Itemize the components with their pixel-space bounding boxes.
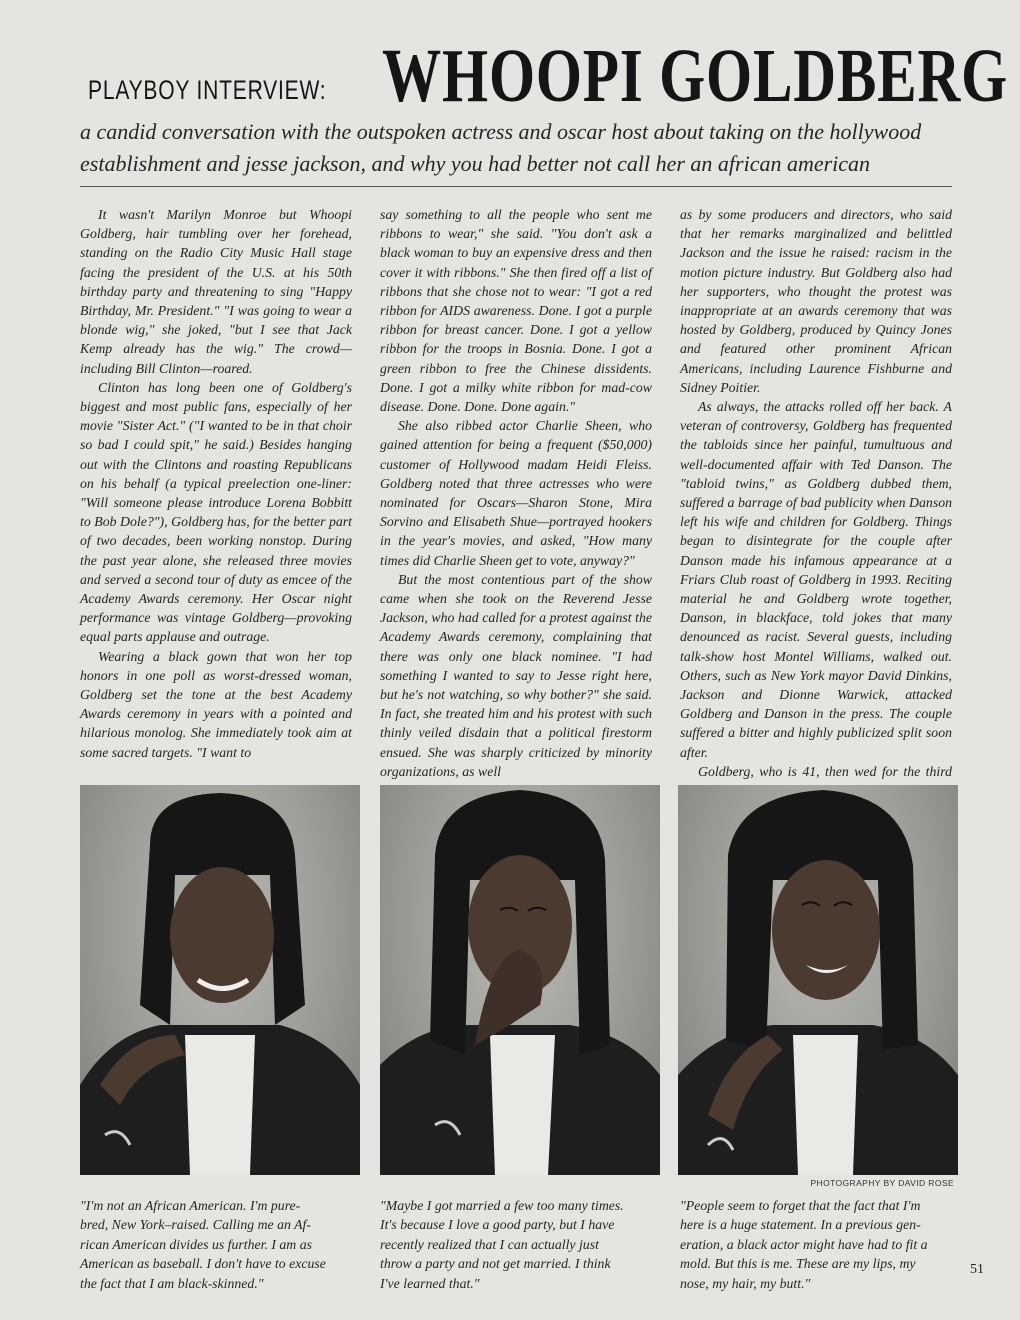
paragraph: But the most contentious part of the show came when she took on the Reverend Jesse Jackson, who had called for a protest against the Academy Awards ceremony, complaining that there was only one black nominee. "I had something I wanted to say to Jesse right here, but he's not watching, so why bother?" she said. In fact, she treated him and his protest with such thinly veiled disdain that a political firestorm ensued. She was sharply criticized by minority organizations, as well [380,571,652,779]
portrait-illustration [380,785,660,1175]
caption-line: American as baseball. I don't have to excuse [80,1256,326,1272]
caption-line: eration, a black actor might have had to fit a [680,1236,928,1252]
header-divider [80,186,952,187]
subtitle-deck [80,116,960,180]
interview-title: WHOOPI GOLDBERG [382,34,1008,118]
caption-line: It's because I love a good party, but I have [380,1217,615,1233]
caption-line: recently realized that I can actually just [380,1236,599,1252]
paragraph: It wasn't Marilyn Monroe but Whoopi Goldberg, hair tumbling over her forehead, standing on the Radio City Music Hall stage facing the president of the U.S. at his 50th birthday party and threatening to sing "Happy Birthday, Mr. President." "I was going to wear a blonde wig," she joked, "but I see that Jack Kemp already has the wig." The crowd—including Bill Clinton—roared. [80,207,352,376]
caption-line: mold. But this is me. These are my lips, my [680,1256,916,1272]
caption-line: throw a party and not get married. I think [380,1256,611,1272]
portrait-illustration [678,785,958,1175]
portrait-illustration [80,785,360,1175]
caption-line: rican American divides us further. I am as [80,1236,312,1252]
caption-line: bred, New York–raised. Calling me an Af- [80,1217,311,1233]
caption-line: nose, my hair, my butt." [680,1275,811,1291]
paragraph: As always, the attacks rolled off her back. A veteran of controversy, Goldberg has frequented the tabloids since her painful, tumultuous and well-documented affair with Ted Danson. The "tabloid twins," as Goldberg dubbed them, suffered a barrage of bad publicity when Danson left his wife and children for Goldberg. Things began to disintegrate for the couple after Danson made his infamous appearance at a Friars Club roast of Goldberg in 1993. Reciting material he and Goldberg wrote together, Danson, in blackface, told jokes that many denounced as racist. Several guests, including talk-show host Montel Williams, walked out. Others, such as New York mayor David Dinkins, Jackson and Dionne Warwick, attacked Goldberg and Danson in the press. The couple suffered a bitter and highly publicized split soon after. [680,399,952,760]
portrait-photo-2 [380,785,660,1175]
photo-caption-3 [680,1196,956,1293]
paragraph: as by some producers and directors, who said that her remarks marginalized and belittled Jackson and the issue he raised: racism in the motion picture industry. But Goldberg also had her supporters, who thought the protest was inappropriate at an awards ceremony that was hosted by Goldberg, produced by Quincy Jones and featured other prominent African Americans, including Laurence Fishburne and Sidney Poitier. [680,207,952,395]
paragraph: Wearing a black gown that won her top honors in one poll as worst-dressed woman, Goldberg set the tone at the best Academy Awards ceremony in years with a pointed and hilarious monolog. She immediately took aim at some sacred targets. "I want to [80,648,352,760]
text-column-3 [680,205,952,800]
text-column-1 [80,205,352,762]
caption-line: the fact that I am black-skinned." [80,1275,264,1291]
portrait-photo-3 [678,785,958,1175]
paragraph: say something to all the people who sent me ribbons to wear," she said. "You don't ask a black woman to buy an expensive dress and then cover it with ribbons." She then fired off a list of ribbons that she chose not to wear: "I got a red ribbon for AIDS awareness. Done. I got a purple ribbon for breast cancer. Done. I got a yellow ribbon for the troops in Bosnia. Done. I got a green ribbon to free the Chinese dissidents. Done. I got a milky white ribbon for mad-cow disease. Done. Done. Done again." [380,207,652,415]
caption-line: "Maybe I got married a few too many times. [380,1198,624,1213]
paragraph: She also ribbed actor Charlie Sheen, who gained attention for being a frequent ($50,000) customer of Hollywood madam Heidi Fleiss. Goldberg noted that three actresses who were nominated for Oscars—Sharon Stone, Mira Sorvino and Elisabeth Shue—portrayed hookers in the year's movies, and asked, "How many times did Charlie Sheen get to vote, anyway?" [380,418,652,568]
photo-credit: PHOTOGRAPHY BY DAVID ROSE [810,1178,954,1188]
portrait-photo-1 [80,785,360,1175]
caption-line: "People seem to forget that the fact that I'm [680,1198,921,1213]
deck-line: establishment and jesse jackson, and why you had better not call her an african american [80,151,871,176]
photo-caption-2 [380,1196,656,1293]
paragraph: Goldberg, who is 41, then wed for the third [698,763,952,779]
text-column-2 [380,205,652,781]
paragraph: Clinton has long been one of Goldberg's biggest and most public fans, especially of her movie "Sister Act." ("I wanted to be in that choir so bad I could spit," he said.) Besides hanging out with the Clintons and roasting Republicans on his behalf (a typical preelection one-liner: "Will someone please introduce Lorena Bobbitt to Bob Dole?"), Goldberg has, for the better part of two decades, been working nonstop. During the past year alone, she released three movies and served a second tour of duty as emcee of the Academy Awards ceremony. Her Oscar night performance was vintage Goldberg—provoking equal parts applause and outrage. [80,379,352,645]
interview-kicker: PLAYBOY INTERVIEW: [88,75,327,105]
interview-header [76,34,1008,118]
photo-caption-1 [80,1196,356,1293]
caption-line: here is a huge statement. In a previous gen- [680,1217,921,1233]
caption-line: "I'm not an African American. I'm pure- [80,1198,301,1213]
deck-line: a candid conversation with the outspoken actress and oscar host about taking on the hollywood [80,119,922,144]
page-number: 51 [970,1262,984,1277]
caption-line: I've learned that." [380,1275,480,1291]
